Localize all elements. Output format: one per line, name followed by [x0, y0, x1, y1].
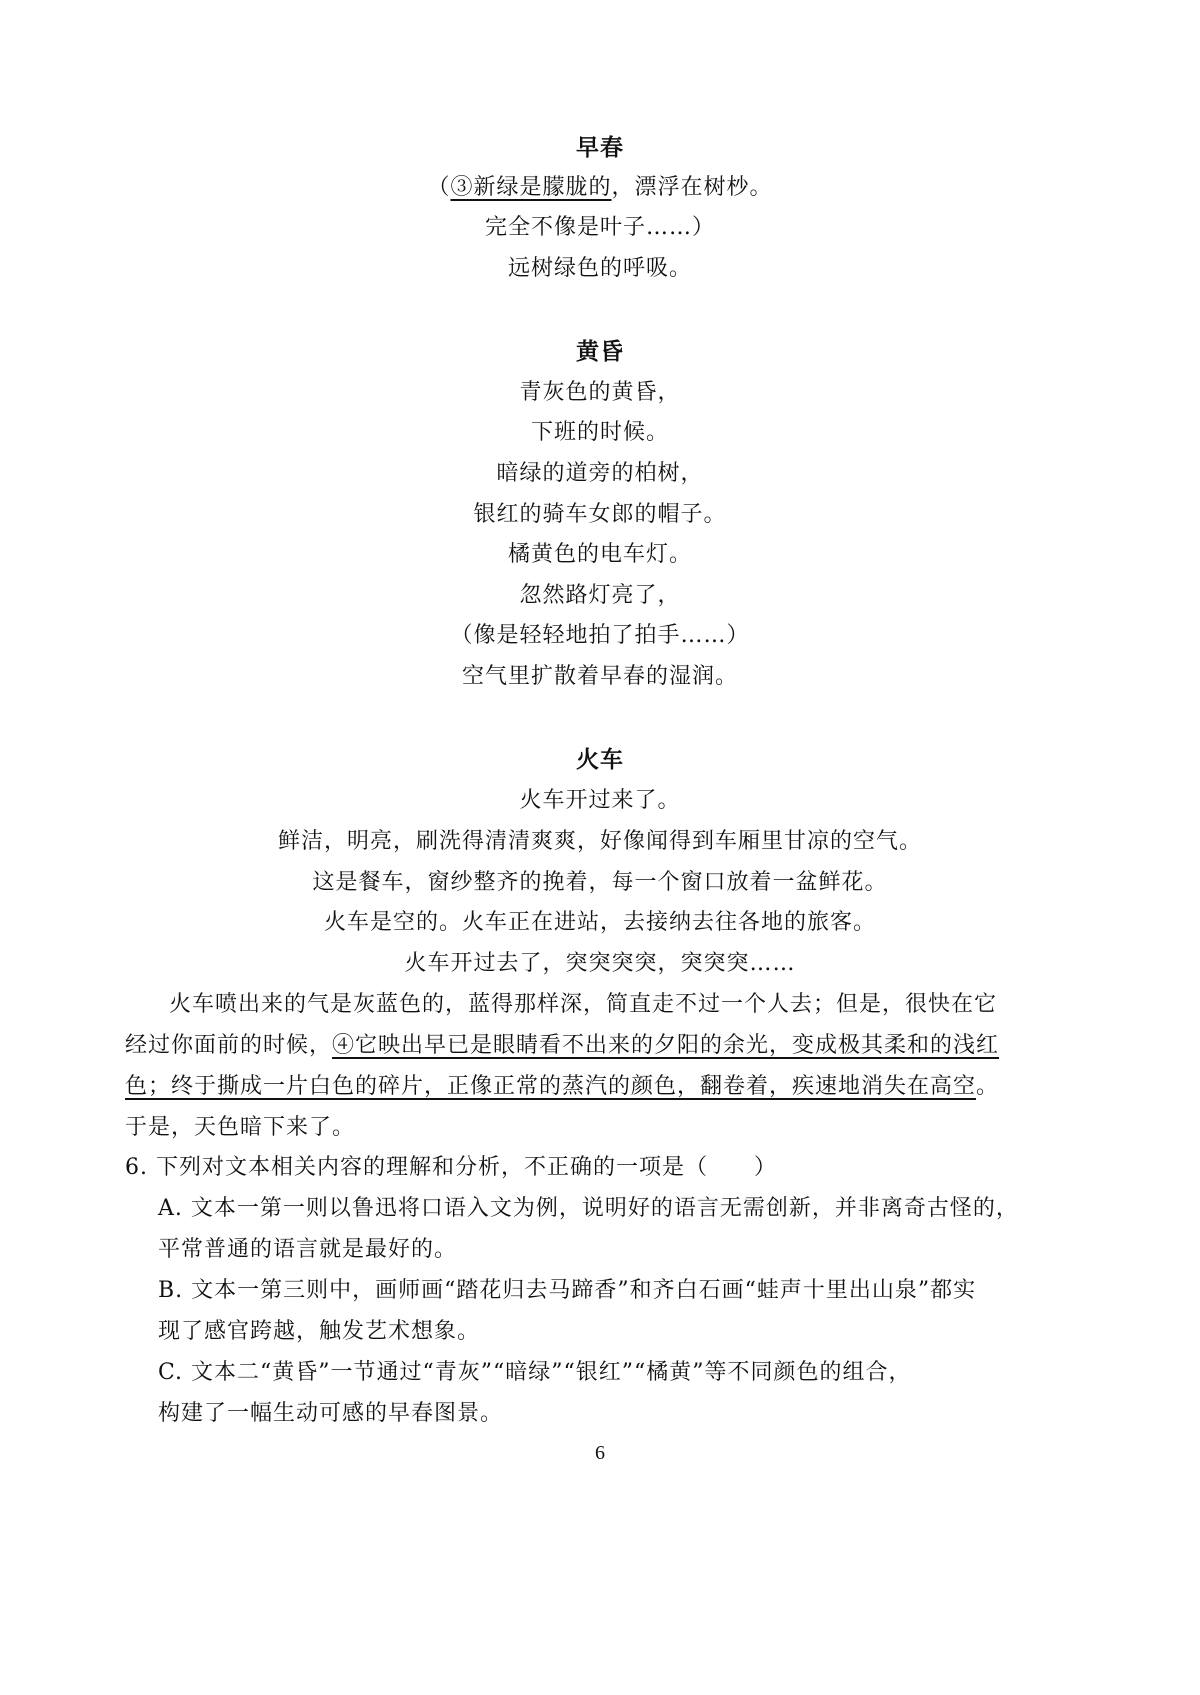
section-title-train: 火车: [576, 747, 624, 773]
option-a-line2: 平常普通的语言就是最好的。: [158, 1237, 458, 1262]
poem-line: 远树绿色的呼吸。: [507, 256, 692, 281]
paren-open: （: [427, 175, 451, 200]
underlined-phrase-3: ③新绿是朦胧的: [450, 175, 612, 200]
poem-line: （像是轻轻地拍了拍手……）: [450, 623, 750, 648]
poem-line: 银红的骑车女郎的帽子。: [473, 502, 727, 527]
question-stem: 6. 下列对文本相关内容的理解和分析，不正确的一项是（ ）: [125, 1155, 777, 1180]
option-b-line1: B. 文本一第三则中，画师画“踏花归去马蹄香”和齐白石画“蛙声十里出山泉”都实: [158, 1278, 977, 1303]
poem-line: 鲜洁，明亮，刷洗得清清爽爽，好像闻得到车厢里甘凉的空气。: [277, 829, 922, 854]
prose-line: 于是，天色暗下来了。: [125, 1115, 356, 1140]
option-b-line2: 现了感官跨越，触发艺术想象。: [158, 1319, 481, 1344]
poem-line: 火车是空的。火车正在进站，去接纳去往各地的旅客。: [323, 910, 876, 935]
poem-line: 完全不像是叶子……）: [484, 215, 715, 240]
poem-line: 这是餐车，窗纱整齐的挽着，每一个窗口放着一盆鲜花。: [312, 870, 888, 895]
prose-text: 。: [976, 1074, 1000, 1099]
poem-line: 忽然路灯亮了，: [519, 583, 681, 608]
section-title-early-spring: 早春: [576, 135, 624, 161]
poem-line: 橘黄色的电车灯。: [507, 542, 692, 567]
poem-line: 火车开过去了，突突突突，突突突……: [404, 951, 796, 976]
option-c-line1: C. 文本二“黄昏”一节通过“青灰”“暗绿”“银红”“橘黄”等不同颜色的组合，: [158, 1360, 912, 1385]
underlined-phrase-4-cont: 色；终于撕成一片白色的碎片，正像正常的蒸汽的颜色，翻卷着，疾速地消失在高空: [125, 1074, 977, 1099]
poem-line: 下班的时候。: [530, 420, 669, 445]
poem-line: 暗绿的道旁的柏树，: [496, 461, 704, 486]
page-number: 6: [595, 1442, 605, 1464]
option-a-line1: A. 文本一第一则以鲁迅将口语入文为例，说明好的语言无需创新，并非离奇古怪的，: [158, 1196, 1019, 1221]
poem-line: 火车开过来了。: [519, 788, 681, 813]
prose-line: [125, 1072, 1075, 1102]
option-c-line2: 构建了一幅生动可感的早春图景。: [158, 1401, 504, 1426]
underlined-phrase-4: ④它映出早已是眼睛看不出来的夕阳的余光，变成极其柔和的浅红: [332, 1033, 1000, 1058]
prose-text: 经过你面前的时候，: [125, 1033, 333, 1058]
poem-line: 青灰色的黄昏，: [519, 380, 681, 405]
poem-line: 空气里扩散着早春的湿润。: [461, 664, 738, 689]
poem-line-rest: ，漂浮在树杪。: [611, 175, 773, 200]
poem-line: [0, 173, 1200, 203]
prose-line: 火车喷出来的气是灰蓝色的，蓝得那样深，简直走不过一个人去；但是，很快在它: [169, 992, 998, 1017]
prose-line: [125, 1031, 1075, 1061]
section-title-dusk: 黄昏: [576, 339, 624, 365]
